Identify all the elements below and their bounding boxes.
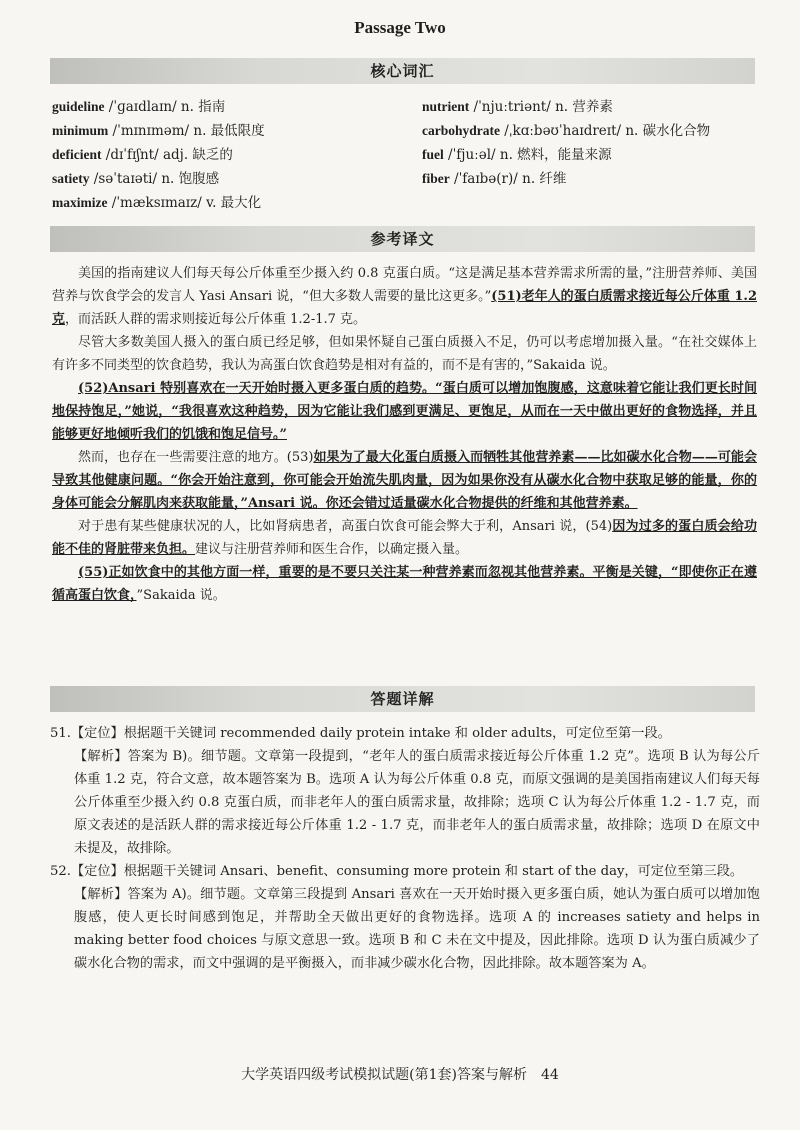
vocab-item: nutrient /ˈnjuːtriənt/ n. 营养素	[422, 99, 613, 115]
translation-paragraph: 对于患有某些健康状况的人，比如肾病患者，高蛋白饮食可能会弊大于利，Ansari 说，(54)因为过多的蛋白质会给功能不佳的肾脏带来负担。建议与注册营养师和医生合作，以确定摄入量。	[52, 519, 757, 557]
vocab-item: carbohydrate /ˌkɑːbəʊˈhaɪdreɪt/ n. 碳水化合物	[422, 123, 711, 139]
q51-explanation: 【解析】答案为 B)。细节题。文章第一段提到，“老年人的蛋白质需求接近每公斤体重 1.2 克”。选项 B 认为每公斤体重 1.2 克，符合文意，故本题答案为 B。选项 A 认为每公斤体重 0.8 克，而原文强调的是美国指南建议人们每天每公斤体重至少摄入约 0.8 克蛋白质，而非老年人的蛋白质需求量，故排除；选项 C 认为每公斤体重 1.2 - 1.7 克，而原文表述的是活跃人群的需求接近每公斤体重 1.2 - 1.7 克，而非老年人的蛋白质需求量，故排除；选项 D 在原文中未提及，故排除。	[74, 749, 760, 856]
translation-paragraph: 尽管大多数美国人摄入的蛋白质已经足够，但如果怀疑自己蛋白质摄入不足，仍可以考虑增加摄入量。“在社交媒体上有许多不同类型的饮食趋势，我认为高蛋白饮食趋势是相对有益的，而不是有害的，”Sakaida 说。	[52, 335, 757, 373]
vocab-list-left	[52, 95, 412, 215]
vocab-list-right	[422, 95, 762, 191]
translation-paragraph: (52)Ansari 特别喜欢在一天开始时摄入更多蛋白质的趋势。“蛋白质可以增加饱腹感，这意味着它能让我们更长时间地保持饱足，”她说，“我很喜欢这种趋势，因为它能让我们感到更满足、更饱足，从而在一天中做出更好的食物选择，并且能够更好地倾听我们的饥饿和饱足信号。”	[52, 381, 757, 442]
section-header-translation: 参考译文	[50, 226, 755, 252]
section-header-vocab: 核心词汇	[50, 58, 755, 84]
page-footer: 大学英语四级考试模拟试题(第1套)答案与解析 44	[241, 1067, 559, 1083]
vocab-item: fiber /ˈfaɪbə(r)/ n. 纤维	[422, 171, 567, 187]
section-header-answers: 答题详解	[50, 686, 755, 712]
translation-paragraph: (55)正如饮食中的其他方面一样，重要的是不要只关注某一种营养素而忽视其他营养素。平衡是关键，“即使你正在遵循高蛋白饮食，”Sakaida 说。	[52, 565, 757, 603]
answer-explanations	[50, 722, 760, 975]
passage-title: Passage Two	[354, 18, 446, 37]
vocab-item: maximize /ˈmæksɪmaɪz/ v. 最大化	[52, 195, 262, 211]
q52-explanation: 【解析】答案为 A)。细节题。文章第三段提到 Ansari 喜欢在一天开始时摄入更多蛋白质，她认为蛋白质可以增加饱腹感，使人更长时间感到饱足，并帮助全天做出更好的食物选择。选项 A 的 increases satiety and helps in making better food choices 与原文意思一致。选项 B 和 C 未在文中提及，因此排除。选项 D 认为蛋白质减少了碳水化合物的需求，而文中强调的是平衡摄入，而非减少碳水化合物，因此排除。故本题答案为 A。	[74, 887, 760, 971]
vocab-item: deficient /dɪˈfɪʃnt/ adj. 缺乏的	[52, 147, 233, 163]
q51-location: 51.【定位】根据题干关键词 recommended daily protein intake 和 older adults，可定位至第一段。	[50, 726, 671, 741]
vocab-item: satiety /səˈtaɪəti/ n. 饱腹感	[52, 171, 220, 187]
translation-body	[52, 262, 757, 607]
translation-paragraph: 美国的指南建议人们每天每公斤体重至少摄入约 0.8 克蛋白质。“这是满足基本营养需求所需的量，”注册营养师、美国营养与饮食学会的发言人 Yasi Ansari 说，“但大多数人需要的量比这更多。”(51)老年人的蛋白质需求接近每公斤体重 1.2 克，而活跃人群的需求则接近每公斤体重 1.2-1.7 克。	[52, 266, 757, 327]
vocab-item: guideline /ˈɡaɪdlaɪn/ n. 指南	[52, 99, 226, 115]
translation-paragraph: 然而，也存在一些需要注意的地方。(53)如果为了最大化蛋白质摄入而牺牲其他营养素——比如碳水化合物——可能会导致其他健康问题。“你会开始注意到，你可能会开始流失肌肉量，因为如果你没有从碳水化合物中获取足够的能量，你的身体可能会分解肌肉来获取能量，”Ansari 说。你还会错过适量碳水化合物提供的纤维和其他营养素。	[52, 450, 757, 511]
vocab-item: minimum /ˈmɪnɪməm/ n. 最低限度	[52, 123, 265, 139]
q52-location: 52.【定位】根据题干关键词 Ansari、benefit、consuming more protein 和 start of the day，可定位至第三段。	[50, 864, 744, 879]
vocab-item: fuel /ˈfjuːəl/ n. 燃料，能量来源	[422, 147, 612, 163]
